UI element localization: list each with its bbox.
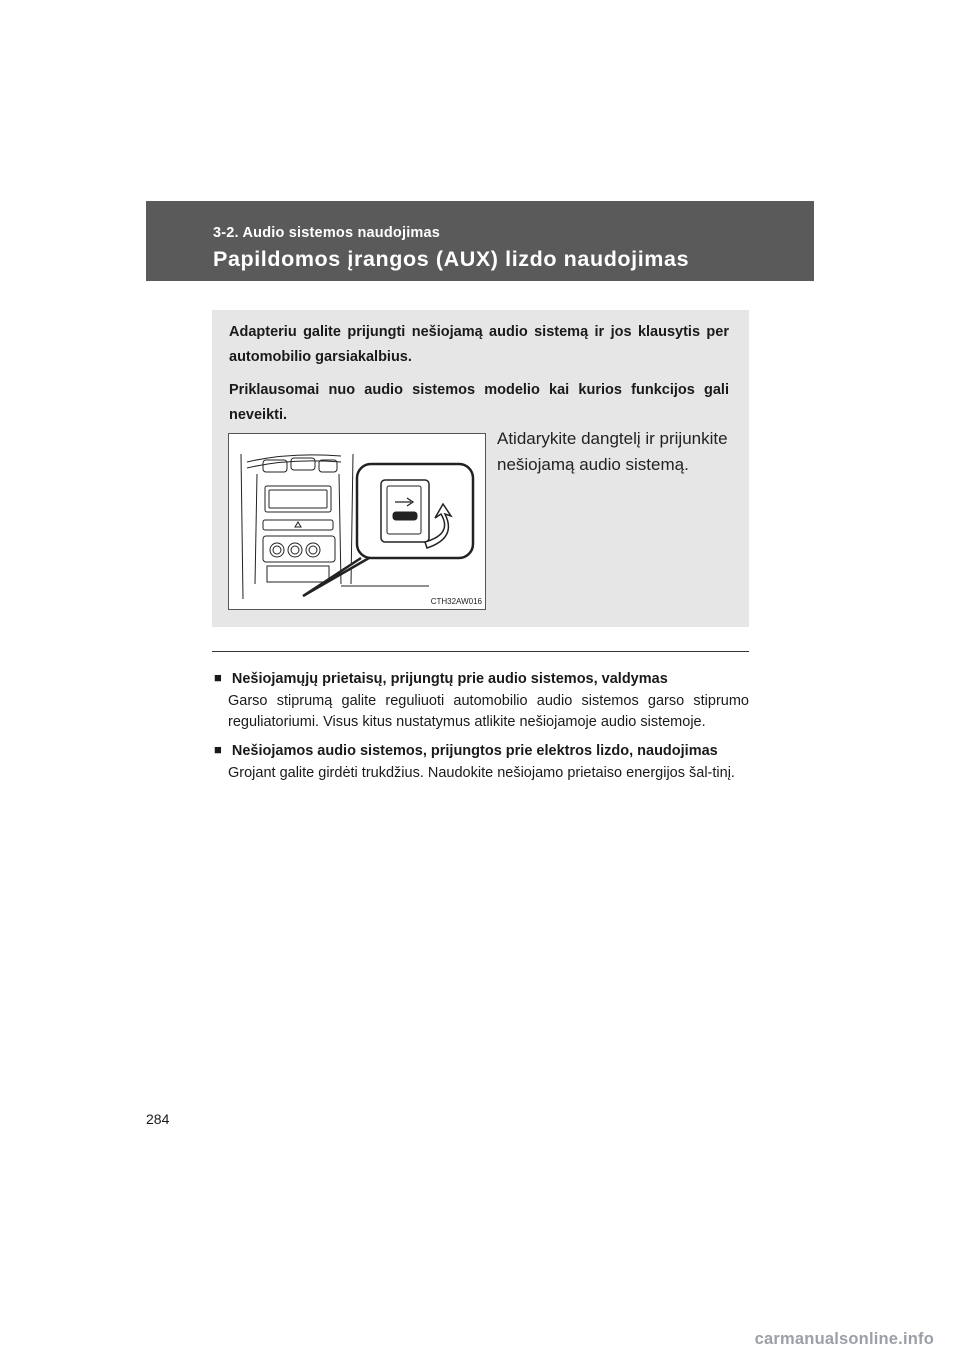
page-number: 284 [146,1111,170,1127]
note-item [214,740,749,784]
watermark: carmanualsonline.info [754,1330,934,1348]
note-body: Garso stiprumą galite reguliuoti automobilio audio sistemos garso stiprumo reguliatoriumi. Visus kitus nustatymus atlikite nešiojamoje audio sistemoje. [228,693,749,730]
note-body: Grojant galite girdėti trukdžius. Naudokite nešiojamo prietaiso energijos šal-tinį. [228,765,735,781]
section-header-band [146,201,814,281]
intro-paragraph: Adapteriu galite prijungti nešiojamą audio sistemą ir jos klausytis per automobilio garsiakalbius. [229,324,729,365]
intro-paragraph: Priklausomai nuo audio sistemos modelio kai kurios funkcijos gali neveikti. [229,382,729,423]
note-title [214,740,749,761]
instruction-text: Atidarykite dangtelį ir prijunkite nešiojamą audio sistemą. [497,429,728,474]
section-label: 3-2. Audio sistemos naudojimas [213,225,441,241]
divider [212,651,749,652]
square-bullet-icon: ■ [214,670,222,685]
aux-port-illustration [228,433,486,610]
figure-code: CTH32AW016 [430,597,482,606]
note-item [214,668,749,733]
note-title [214,668,749,689]
square-bullet-icon: ■ [214,742,222,757]
note-title-text: Nešiojamos audio sistemos, prijungtos prie elektros lizdo, naudojimas [231,743,718,759]
intro-box [212,310,749,627]
dashboard-aux-drawing [229,434,485,609]
page-title: Papildomos įrangos (AUX) lizdo naudojimas [213,247,690,271]
note-title-text: Nešiojamųjų prietaisų, prijungtų prie audio sistemos, valdymas [231,671,668,687]
